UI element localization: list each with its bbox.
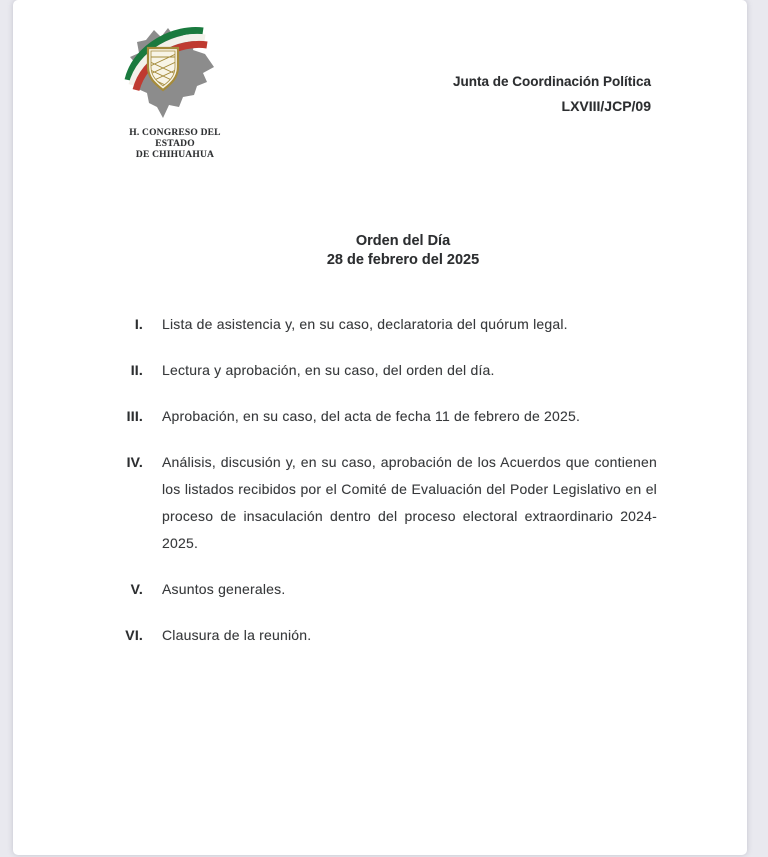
- agenda-item-text: Lectura y aprobación, en su caso, del orden del día.: [162, 362, 495, 378]
- congress-logo-block: [113, 26, 237, 161]
- header-right-block: [453, 73, 651, 115]
- logo-caption-line2: DE CHIHUAHUA: [135, 150, 215, 160]
- document-title: [149, 232, 657, 270]
- congress-chihuahua-logo: [113, 26, 237, 120]
- agenda-item-numeral: V.: [130, 581, 143, 597]
- agenda-item-numeral: I.: [134, 316, 143, 332]
- agenda-item-numeral: III.: [126, 408, 143, 424]
- logo-caption-line1: H. CONGRESO DEL ESTADO: [129, 128, 221, 149]
- agenda-item-numeral: IV.: [126, 454, 143, 470]
- agenda-item-text: Clausura de la reunión.: [162, 627, 312, 643]
- document-page: [13, 0, 747, 855]
- agenda-item-text: Análisis, discusión y, en su caso, aprobación de los Acuerdos que contienen los listados recibidos por el Comité de Evaluación del Poder Legislativo en el proceso de insaculación dentro del proceso electoral extraordinario 2024-2025.: [162, 454, 657, 551]
- title-line: Orden del Día: [355, 233, 451, 249]
- agenda-item-text: Asuntos generales.: [162, 581, 286, 597]
- agenda-item-numeral: II.: [130, 362, 143, 378]
- agenda-list: [113, 311, 657, 668]
- agenda-item-numeral: VI.: [125, 627, 143, 643]
- agenda-item: [113, 622, 657, 649]
- agenda-item-text: Aprobación, en su caso, del acta de fecha 11 de febrero de 2025.: [162, 408, 581, 424]
- agenda-item: [113, 449, 657, 557]
- document-reference: LXVIII/JCP/09: [561, 98, 651, 114]
- agenda-item: [113, 311, 657, 338]
- agenda-item-text: Lista de asistencia y, en su caso, declaratoria del quórum legal.: [162, 316, 568, 332]
- title-date: 28 de febrero del 2025: [326, 252, 480, 268]
- agenda-item: [113, 403, 657, 430]
- agenda-item: [113, 576, 657, 603]
- agenda-item: [113, 357, 657, 384]
- committee-name: Junta de Coordinación Política: [452, 74, 651, 89]
